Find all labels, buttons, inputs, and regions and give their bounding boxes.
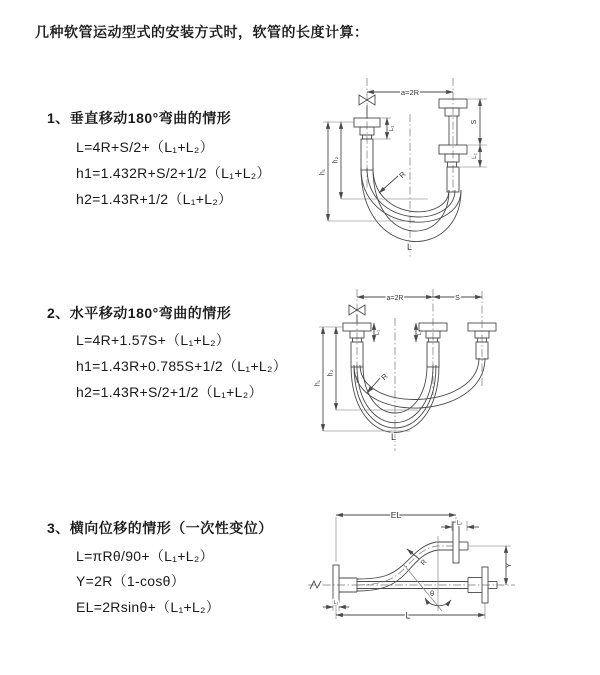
dim-label-l2: L₂ [456, 520, 463, 527]
section-1-heading: 1、垂直移动180°弯曲的情形 [47, 110, 232, 126]
section-3-formula-L: L=πRθ/90+（L₁+L₂） [76, 548, 214, 564]
section-2-formula-h1: h1=1.43R+0.785S+1/2（L₁+L₂） [76, 358, 287, 374]
section-1-formula-h1: h1=1.432R+S/2+1/2（L₁+L₂） [76, 165, 271, 181]
dim-label-l: L [407, 242, 413, 252]
dim-label-l2: L₂ [417, 329, 423, 336]
page-title: 几种软管运动型式的安装方式时，软管的长度计算： [35, 24, 369, 40]
section-3-formula-Y: Y=2R（1-cosθ） [76, 573, 186, 589]
radius-leader [407, 549, 419, 559]
section-2-formula-h2: h2=1.43R+S/2+1/2（L₁+L₂） [76, 384, 263, 400]
section-1-formula-L: L=4R+S/2+（L₁+L₂） [76, 139, 214, 155]
section-2-heading: 2、水平移动180°弯曲的情形 [47, 305, 232, 321]
dim-label-l: L [391, 432, 397, 442]
diagram-1-vertical-180-bend [310, 72, 590, 262]
diagram-3-lateral-displacement [300, 505, 600, 650]
dim-label-s: S [455, 294, 460, 302]
dim-label-s: S [471, 119, 478, 125]
section-2-formula-L: L=4R+1.57S+（L₁+L₂） [76, 332, 231, 348]
dim-label-l1: L₁ [375, 330, 381, 335]
section-3-heading: 3、横向位移的情形（一次性变位） [47, 520, 273, 536]
section-3-formula-EL: EL=2Rsinθ+（L₁+L₂） [76, 599, 221, 615]
dim-label-r: R [397, 169, 408, 180]
dim-label-a2r: a=2R [386, 294, 404, 302]
dim-label-h1: h₁ [314, 379, 322, 387]
upper-right-flange [453, 522, 468, 563]
hose-centerline [357, 546, 453, 585]
dim-label-h2: h₂ [327, 369, 335, 377]
dim-label-l1: L₁ [389, 125, 395, 132]
dim-label-l1: L₁ [333, 600, 339, 606]
hose-u-loop [351, 358, 485, 433]
dim-label-l: L [405, 610, 411, 621]
radius-leader [379, 176, 398, 193]
pipe-original-position [357, 578, 482, 593]
dim-label-a2r: a=2R [400, 88, 420, 97]
dim-label-y: Y [504, 562, 513, 569]
angle-construction [404, 536, 451, 611]
dim-label-h1: h₁ [319, 168, 327, 176]
dim-label-theta: θ [430, 589, 435, 598]
dim-label-h2: h₂ [332, 156, 340, 164]
dim-label-r: R [379, 371, 390, 382]
hose-u-loop [361, 168, 461, 242]
dim-label-el: EL [390, 510, 402, 520]
section-1-formula-h2: h2=1.43R+1/2（L₁+L₂） [76, 191, 233, 207]
dim-label-l2: L₂ [472, 153, 478, 159]
dim-label-r: R [419, 558, 429, 567]
diagram-2-horizontal-180-bend [310, 283, 600, 458]
